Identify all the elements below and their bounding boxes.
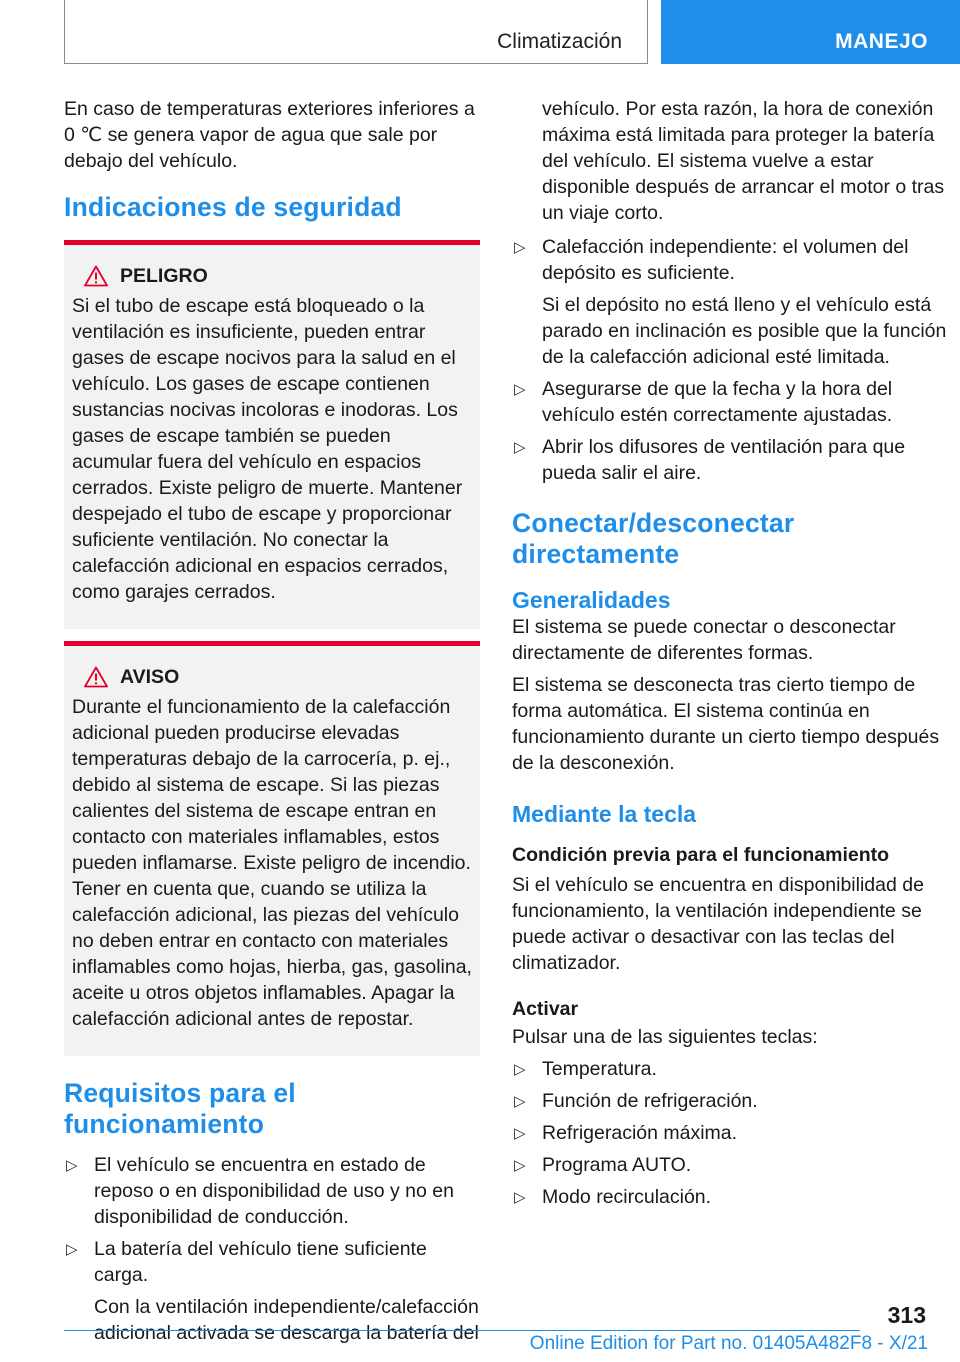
precondition-text: Si el vehículo se encuentra en disponibilidad de funcionamiento, la ventilación independiente se puede activar o desactivar con las teclas del climatizador.	[512, 874, 924, 974]
button-heading: Mediante la tecla	[512, 801, 697, 827]
notice-title: AVISO	[120, 666, 180, 688]
list-bullet-icon: ▷	[514, 439, 526, 456]
chapter-title: MANEJO	[835, 30, 928, 53]
list-item: ▷ Refrigeración máxima.	[512, 1120, 958, 1146]
list-item: ▷ El vehículo se encuentra en estado de reposo o en disponibilidad de uso y no en disponibilidad de conducción.	[66, 1154, 454, 1228]
notice-text: Durante el funcionamiento de la calefacción adicional pueden producirse elevadas temperaturas debajo de la carrocería, p. ej., debido al sistema de escape. Si las piezas calientes del sistema de escape entran en contacto con materiales inflamables, estos pueden inflamarse. Existe peligro de incendio. Tener en cuenta que, cuando se utiliza la calefacción adicional, las piezas del vehículo no deben entrar en contacto con materiales inflamables como hojas, hierba, gas, gasolina, aceite u otros objetos inflamables. Apagar la calefacción adicional antes de repostar.	[72, 696, 472, 1030]
general-paragraph-2: El sistema se desconecta tras cierto tiempo de forma automática. El sistema continúa en funcionamiento durante un cierto tiempo después de la desconexión.	[512, 674, 940, 774]
intro-paragraph: En caso de temperaturas exteriores inferiores a 0 ℃ se genera vapor de agua que sale por debajo del vehículo.	[64, 98, 475, 172]
list-item: ▷ Modo recirculación.	[512, 1184, 958, 1210]
right-column	[512, 96, 958, 1216]
chapter-tab[interactable]	[661, 0, 960, 64]
list-continuation: Con la ventilación independiente/calefacción adicional activada se descarga la batería del	[94, 1296, 479, 1344]
activate-heading: Activar	[512, 998, 579, 1020]
page-number: 313	[887, 1302, 926, 1328]
keys-list	[512, 1056, 958, 1210]
list-bullet-icon: ▷	[514, 1189, 526, 1206]
list-bullet-icon: ▷	[66, 1157, 78, 1174]
list-bullet-icon: ▷	[514, 1093, 526, 1110]
list-bullet-icon: ▷	[514, 1157, 526, 1174]
warning-triangle-icon	[84, 265, 108, 287]
requirements-list	[64, 1152, 480, 1288]
header-section-box	[64, 0, 648, 64]
list-bullet-icon: ▷	[66, 1241, 78, 1258]
list-bullet-icon: ▷	[514, 1125, 526, 1142]
connect-heading: Conectar/desconectar directamente	[512, 508, 795, 569]
footer-edition: Online Edition for Part no. 01405A482F8 - X/21	[529, 1333, 928, 1354]
danger-title: PELIGRO	[120, 265, 208, 287]
warning-triangle-icon	[84, 666, 108, 688]
list-bullet-icon: ▷	[514, 239, 526, 256]
list-bullet-icon: ▷	[514, 1061, 526, 1078]
general-heading: Generalidades	[512, 587, 671, 613]
left-column	[64, 96, 480, 1352]
list-continuation: vehículo. Por esta razón, la hora de conexión máxima está limitada para proteger la batería del vehículo. El sistema vuelve a estar disponible después de arrancar el motor o tras un viaje corto.	[542, 98, 945, 224]
list-item: ▷ Función de refrigeración.	[512, 1088, 958, 1114]
requirements-list-cont-2	[512, 376, 958, 486]
section-title: Climatización	[497, 30, 622, 53]
requirements-list-cont	[512, 234, 958, 286]
danger-box	[64, 240, 480, 629]
notice-box	[64, 641, 480, 1056]
list-item: ▷ Programa AUTO.	[512, 1152, 958, 1178]
list-item: ▷ Asegurarse de que la fecha y la hora del vehículo estén correctamente ajustadas.	[514, 378, 893, 426]
list-bullet-icon: ▷	[514, 381, 526, 398]
list-continuation: Si el depósito no está lleno y el vehículo está parado en inclinación es posible que la función de la calefacción adicional esté limitada.	[542, 294, 947, 368]
list-item: ▷ Temperatura.	[512, 1056, 958, 1082]
danger-text: Si el tubo de escape está bloqueado o la ventilación es insuficiente, pueden entrar gases de escape nocivos para la salud en el vehículo. Los gases de escape contienen sustancias nocivas incoloras e inodoras. Los gases de escape también se pueden acumular fuera del vehículo en espacios cerrados. Existe peligro de muerte. Mantener despejado el tubo de escape y proporcionar suficiente ventilación. No conectar la calefacción adicional en espacios cerrados, como garajes cerrados.	[72, 295, 463, 603]
safety-heading: Indicaciones de seguridad	[64, 192, 402, 222]
general-paragraph-1: El sistema se puede conectar o desconectar directamente de diferentes formas.	[512, 616, 896, 664]
requirements-heading: Requisitos para el funcionamiento	[64, 1078, 296, 1139]
list-item: ▷ Calefacción independiente: el volumen del depósito es suficiente.	[514, 236, 909, 284]
activate-text: Pulsar una de las siguientes teclas:	[512, 1026, 818, 1048]
list-item: ▷ La batería del vehículo tiene suficiente carga.	[66, 1238, 427, 1286]
precondition-heading: Condición previa para el funcionamiento	[512, 844, 890, 866]
footer-divider	[64, 1330, 860, 1331]
list-item: ▷ Abrir los difusores de ventilación para que pueda salir el aire.	[514, 436, 906, 484]
